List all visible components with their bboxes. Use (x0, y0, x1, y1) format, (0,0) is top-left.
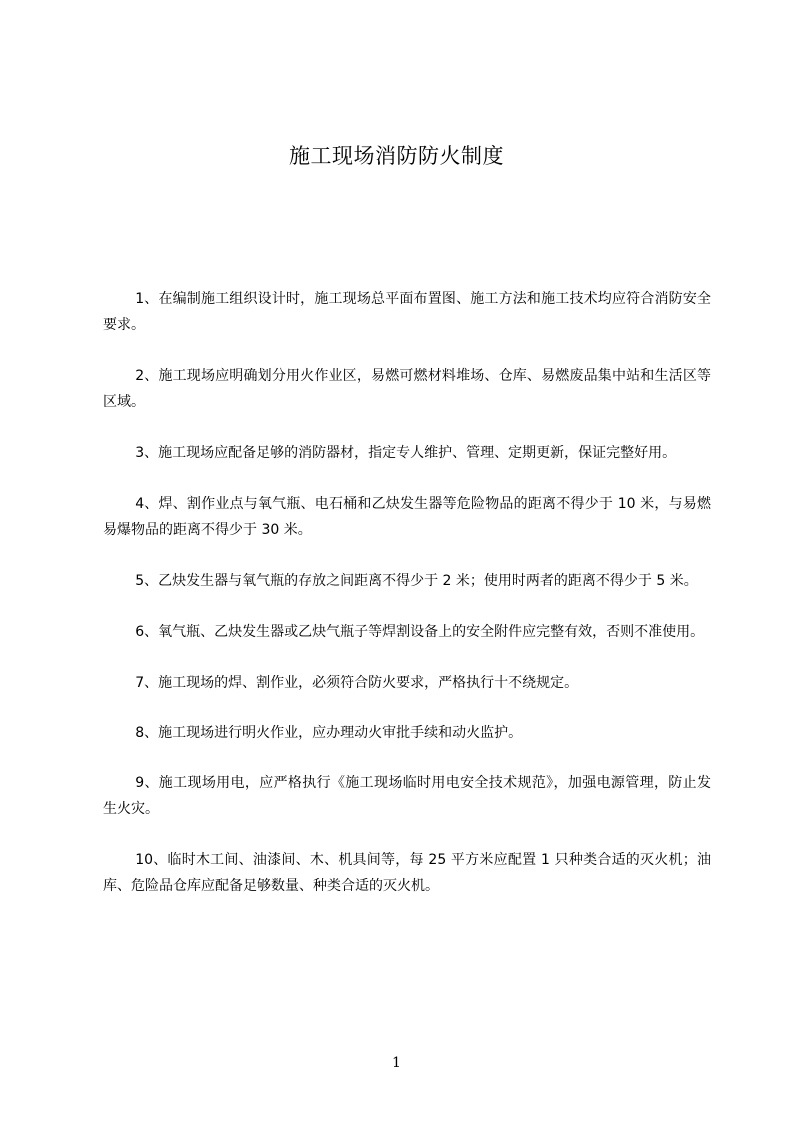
paragraph-7: 7、施工现场的焊、割作业，必须符合防火要求，严格执行十不绕规定。 (135, 675, 579, 691)
paragraph-3: 3、施工现场应配备足够的消防器材，指定专人维护、管理、定期更新，保证完整好用。 (135, 445, 677, 461)
paragraph-5: 5、乙炔发生器与氧气瓶的存放之间距离不得少于 2 米；使用时两者的距离不得少于 5 米。 (135, 573, 698, 589)
paragraph-8: 8、施工现场进行明火作业，应办理动火审批手续和动火监护。 (135, 725, 523, 741)
document-body (103, 286, 711, 924)
paragraph-1: 1、在编制施工组织设计时，施工现场总平面布置图、施工方法和施工技术均应符合消防安全要求。 (103, 291, 711, 333)
document-title: 施工现场消防防火制度 (289, 144, 504, 168)
paragraph-4: 4、焊、割作业点与氧气瓶、电石桶和乙炔发生器等危险物品的距离不得少于 10 米，与易燃易爆物品的距离不得少于 30 米。 (103, 496, 711, 538)
paragraph-9: 9、施工现场用电，应严格执行《施工现场临时用电安全技术规范》，加强电源管理，防止发生火灾。 (103, 775, 711, 817)
paragraph-6: 6、氧气瓶、乙炔发生器或乙炔气瓶子等焊割设备上的安全附件应完整有效，否则不准使用。 (135, 624, 705, 640)
paragraph-2: 2、施工现场应明确划分用火作业区，易燃可燃材料堆场、仓库、易燃废品集中站和生活区等区域。 (103, 368, 711, 410)
paragraph-10: 10、临时木工间、油漆间、木、机具间等，每 25 平方米应配置 1 只种类合适的灭火机；油库、危险品仓库应配备足够数量、种类合适的灭火机。 (103, 852, 711, 894)
page-number: 1 (392, 1055, 401, 1071)
